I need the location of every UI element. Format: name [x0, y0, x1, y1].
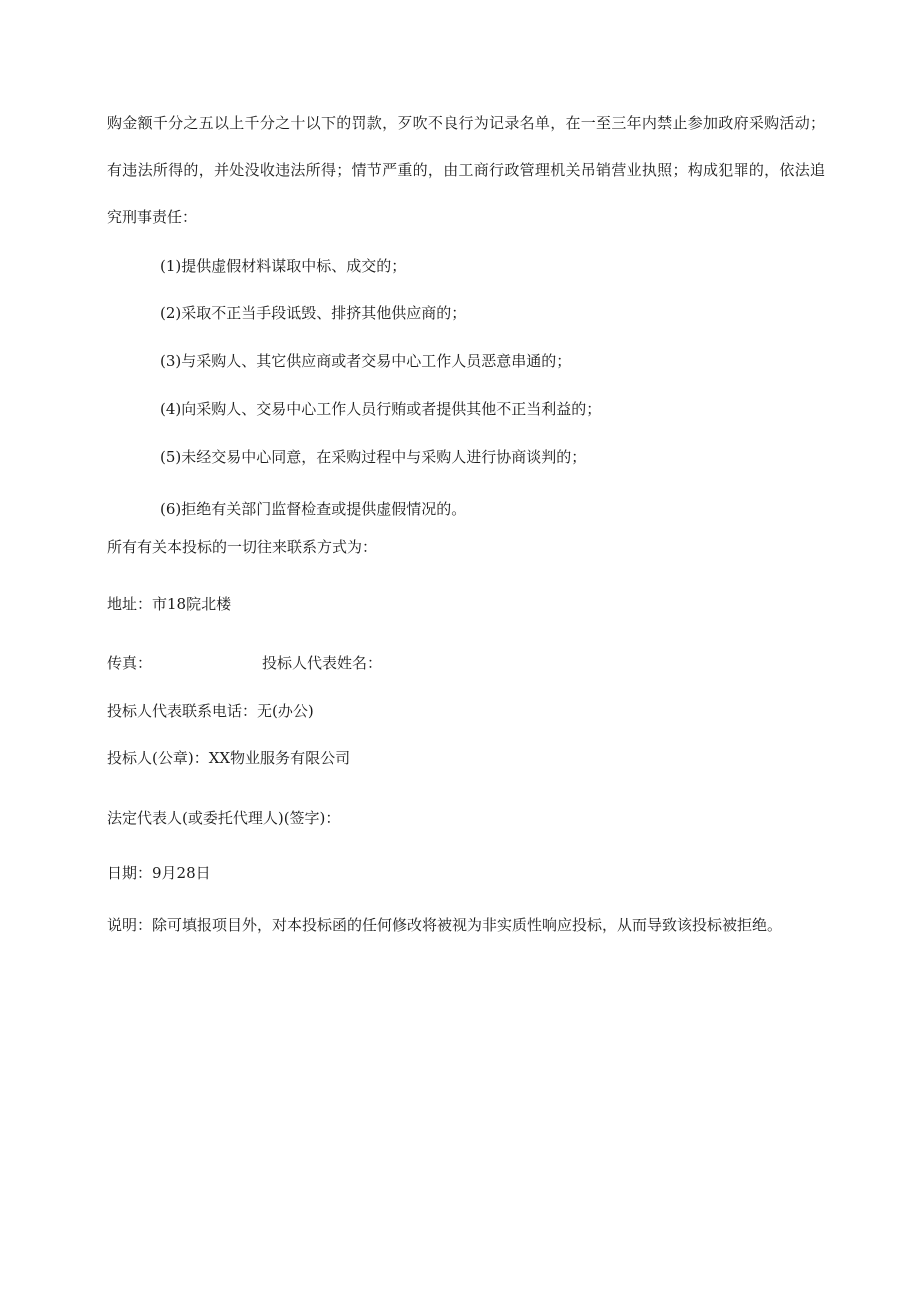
legal-rep-signature-line: 法定代表人(或委托代理人)(签字)：	[107, 809, 341, 827]
list-item-4: (4)向采购人、交易中心工作人员行贿或者提供其他不正当利益的；	[160, 400, 602, 418]
fax-and-rep-line	[107, 653, 382, 673]
rep-name-label: 投标人代表姓名：	[262, 654, 383, 672]
body-line-1: 购金额千分之五以上千分之十以下的罚款，歹吹不良行为记录名单，在一至三年内禁止参加政府采购活动；	[107, 114, 825, 132]
body-line-3: 究刑事责任：	[107, 208, 198, 226]
list-item-2: (2)采取不正当手段诋毁、排挤其他供应商的；	[160, 304, 467, 322]
list-item-5: (5)未经交易中心同意，在采购过程中与采购人进行协商谈判的；	[160, 448, 587, 466]
list-item-6: (6)拒绝有关部门监督检查或提供虚假情况的。	[160, 500, 467, 518]
list-item-3: (3)与采购人、其它供应商或者交易中心工作人员恶意串通的；	[160, 352, 572, 370]
note-line: 说明：除可填报项目外，对本投标函的任何修改将被视为非实质性响应投标，从而导致该投标被拒绝。	[107, 916, 783, 934]
date-line: 日期：9月28日	[107, 864, 211, 882]
list-item-1: (1)提供虚假材料谋取中标、成交的；	[160, 257, 407, 275]
rep-phone-line: 投标人代表联系电话：无(办公)	[107, 702, 314, 720]
contact-intro: 所有有关本投标的一切往来联系方式为：	[107, 538, 378, 556]
address-line: 地址：市18院北楼	[107, 595, 232, 613]
body-line-2: 有违法所得的，并处没收违法所得；情节严重的，由工商行政管理机关吊销营业执照；构成犯罪的，依法追	[107, 161, 825, 179]
bidder-seal-line: 投标人(公章)：XX物业服务有限公司	[107, 749, 351, 767]
fax-label: 传真：	[107, 654, 153, 672]
